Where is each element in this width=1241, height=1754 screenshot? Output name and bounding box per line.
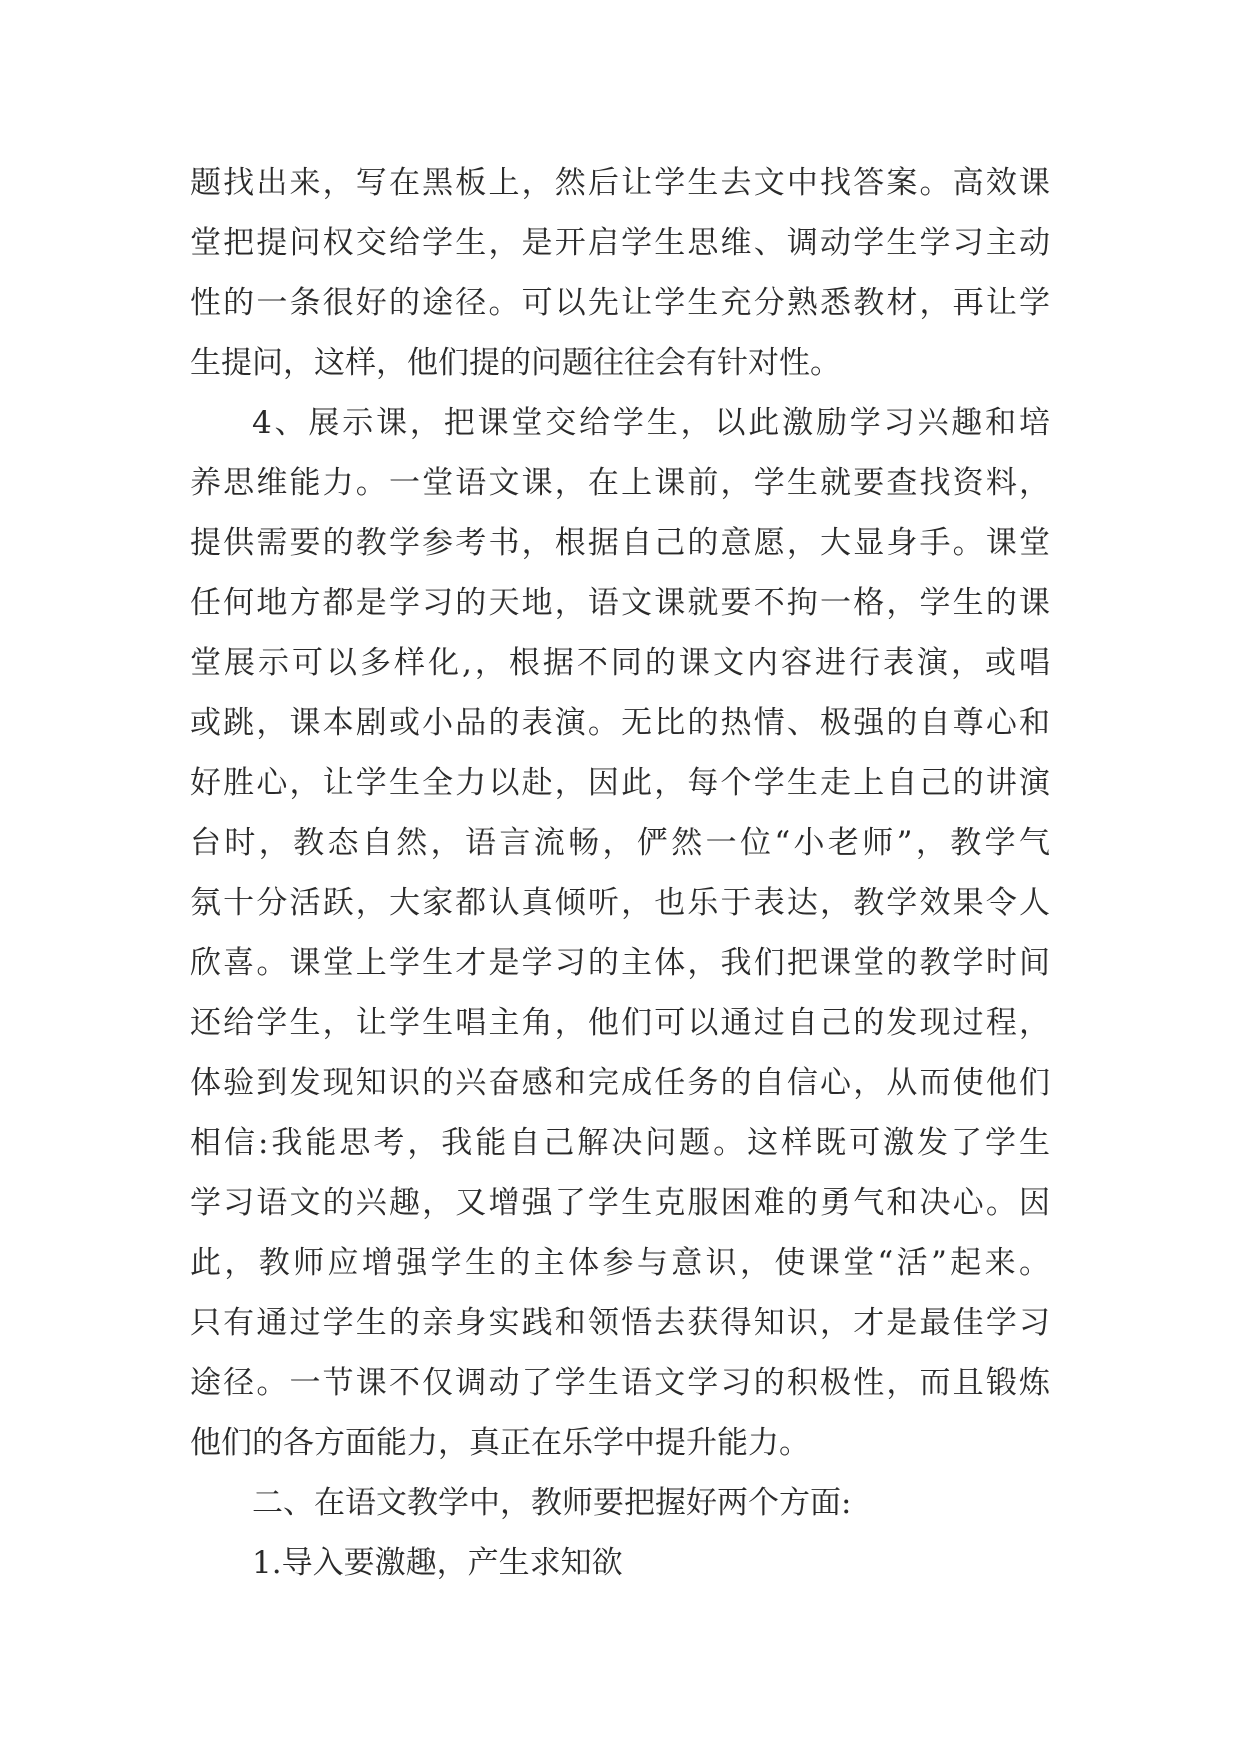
text-line: 途径。一节课不仅调动了学生语文学习的积极性，而且锻炼: [190, 1365, 1050, 1401]
text-line: 任何地方都是学习的天地，语文课就要不拘一格，学生的课: [190, 585, 1050, 621]
text-line: 生提问，这样，他们提的问题往往会有针对性。: [190, 345, 841, 381]
text-line: 此，教师应增强学生的主体参与意识，使课堂“活”起来。: [190, 1245, 1050, 1281]
text-line: 欣喜。课堂上学生才是学习的主体，我们把课堂的教学时间: [190, 945, 1050, 981]
text-line: 性的一条很好的途径。可以先让学生充分熟悉教材，再让学: [190, 285, 1050, 321]
subsection-heading: 1.导入要激趣，产生求知欲: [252, 1545, 623, 1581]
text-line: 好胜心，让学生全力以赴，因此，每个学生走上自己的讲演: [190, 765, 1050, 801]
text-line: 他们的各方面能力，真正在乐学中提升能力。: [190, 1425, 810, 1461]
text-line: 题找出来，写在黑板上，然后让学生去文中找答案。高效课: [190, 165, 1050, 201]
text-line: 还给学生，让学生唱主角，他们可以通过自己的发现过程，: [190, 1005, 1050, 1041]
text-line: 养思维能力。一堂语文课，在上课前，学生就要查找资料，: [190, 465, 1050, 501]
text-line: 堂展示可以多样化,，根据不同的课文内容进行表演，或唱: [190, 645, 1050, 681]
section-heading: 二、在语文教学中，教师要把握好两个方面:: [252, 1485, 852, 1521]
text-line: 提供需要的教学参考书，根据自己的意愿，大显身手。课堂: [190, 525, 1050, 561]
text-line: 堂把提问权交给学生，是开启学生思维、调动学生学习主动: [190, 225, 1050, 261]
text-line: 4、展示课，把课堂交给学生，以此激励学习兴趣和培: [252, 405, 1050, 441]
text-line: 台时，教态自然，语言流畅，俨然一位“小老师”，教学气: [190, 825, 1050, 861]
text-line: 相信:我能思考，我能自己解决问题。这样既可激发了学生: [190, 1125, 1050, 1161]
text-line: 只有通过学生的亲身实践和领悟去获得知识，才是最佳学习: [190, 1305, 1050, 1341]
text-line: 或跳，课本剧或小品的表演。无比的热情、极强的自尊心和: [190, 705, 1050, 741]
text-line: 氛十分活跃，大家都认真倾听，也乐于表达，教学效果令人: [190, 885, 1050, 921]
text-line: 学习语文的兴趣，又增强了学生克服困难的勇气和决心。因: [190, 1185, 1050, 1221]
text-line: 体验到发现知识的兴奋感和完成任务的自信心，从而使他们: [190, 1065, 1050, 1101]
